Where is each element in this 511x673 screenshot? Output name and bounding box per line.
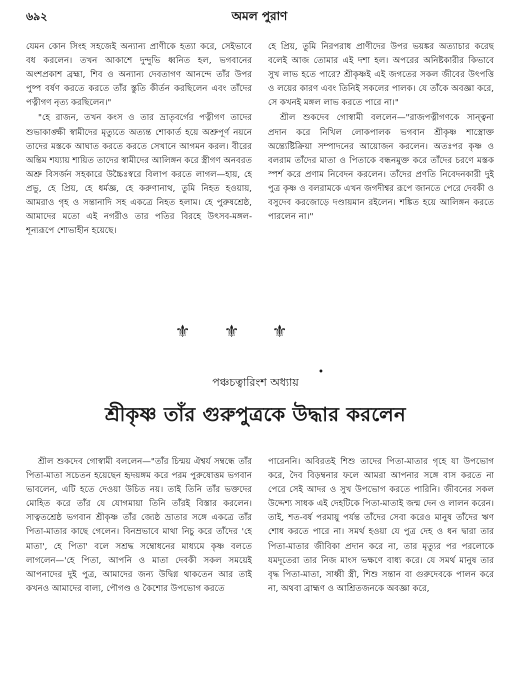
chapter-number: পঞ্চচত্বারিংশ অধ্যায় [212, 376, 299, 389]
bottom-left-column [26, 455, 252, 667]
fleuron-ornament: ⚜ [272, 322, 288, 342]
paragraph: শ্রীল শুকদেব গোস্বামী বললেন—"তাঁর চিন্ময় ঐশ্বর্য সম্বন্ধে তাঁর পিতা-মাতা সচেতন হয়েছেন হৃদয়ঙ্গম করে পরম পুরুষোত্তম ভগবান ভাবলেন, এটি হতে দেওয়া উচিত নয়। তাই তিনি তাঁর ভক্তদের মোহিত করে তাঁর যে যোগমায়া তিনি তাঁরই বিস্তার করলেন। সাত্বতশ্রেষ্ঠ ভগবান শ্রীকৃষ্ণ তাঁর জ্যেষ্ঠ ভ্রাতার সঙ্গে একত্রে তাঁর পিতা-মাতার কাছে গেলেন। বিনম্রভাবে মাথা নিচু করে তাঁদের 'হে মাতা', হে পিতা' বলে সশ্রদ্ধ সম্বোধনের মাধ্যমে কৃষ্ণ বলতে লাগলেন—'হে পিতা, আপনি ও মাতা দেবকী সকল সময়েই আপনাদের দুই পুত্র, আমাদের জন্য উদ্বিগ্ন থাকতেন আর তাই কখনও আমাদের বাল্য, পৌগণ্ড ও কৈশোর উপভোগ করতে [26, 457, 252, 594]
bottom-right-column [268, 455, 494, 667]
section-divider [0, 322, 511, 346]
fleuron-ornament: ⚜ [175, 322, 191, 342]
paragraph: যেমন কোন সিংহ সহজেই অন্যান্য প্রাণীকে হত্যা করে, সেইভাবে বধ করলেন। তখন আকাশে দুন্দুভি ধ্বনিত হল, ভগবানের অংশপ্রকাশ ব্রহ্মা, শিব ও অন্যান্য দেবতাগণ আনন্দে তাঁর উপর পুষ্প বর্ষণ করতে করতে তাঁর স্তুতি কীর্তন করছিলেন এবং তাঁদের পত্নীগণ নৃত্য করছিলেন।" [26, 42, 252, 109]
top-right-column [268, 40, 494, 302]
page-number: ৬৯২ [26, 10, 48, 23]
fleuron-ornament: ⚜ [224, 322, 240, 342]
page-header [26, 8, 493, 24]
paragraph: হে প্রিয়, তুমি নিরপরাধ প্রাণীদের উপর ভয়ঙ্কর অত্যাচার করেছ বলেই আজ তোমার এই দশা হল। অপরের অনিষ্টকারীর কিভাবে সুখ লাভ হতে পারে? শ্রীকৃষ্ণই এই জগতের সকল জীবের উৎপত্তি ও লয়ের কারণ এবং তিনিই সকলের পালক। যে তাঁকে অবজ্ঞা করে, সে কখনই মঙ্গল লাভ করতে পারে না।" [268, 42, 494, 109]
top-left-column [26, 40, 252, 302]
paragraph: "হে রাজন, তখন কংস ও তার ভ্রাতৃবর্গের পত্নীগণ তাদের শুভাকাঙ্ক্ষী স্বামীদের মৃত্যুতে অত্যন্ত শোকার্ত হয়ে অশ্রুপূর্ণ নয়নে তাদের মস্তকে আঘাত করতে করতে সেখানে আগমন করল। বীরের অন্তিম শয্যায় শায়িত তাদের স্বামীদের আলিঙ্গন করে স্ত্রীগণ অনবরত অশ্রু বিসর্জন সহকারে উচ্চৈঃস্বরে বিলাপ করতে লাগল—হায়, হে প্রভু, হে প্রিয়, হে ধর্মজ্ঞ, হে করুণানাথ, তুমি নিহত হওয়ায়, আমরাও গৃহ ও সন্তানাদি সহ একত্রে নিহত হলাম। হে পুরুষশ্রেষ্ঠ, আমাদের মতো এই নগরীও তার পতির বিরহে উৎসব-মঙ্গল-শূন্যরূপে শোভাহীন হয়েছে। [26, 113, 252, 237]
paragraph: শ্রীল শুকদেব গোস্বামী বললেন—"রাজপত্নীগণকে সান্ত্বনা প্রদান করে নিখিল লোকপালক ভগবান শ্রীকৃষ্ণ শাস্ত্রোক্ত অন্ত্যেষ্টিক্রিয়া সম্পাদনের আয়োজন করলেন। অতঃপর কৃষ্ণ ও বলরাম তাঁদের মাতা ও পিতাকে বন্ধনমুক্ত করে তাঁদের চরণে মস্তক স্পর্শ করে প্রণাম নিবেদন করলেন। তাঁদের প্রণতি নিবেদনকারী দুই পুত্র কৃষ্ণ ও বলরামকে এখন জগদীশ্বর রূপে জানতে পেরে দেবকী ও বসুদেব করজোড়ে দণ্ডায়মান রইলেন। শঙ্কিত হয়ে আলিঙ্গন করতে পারলেন না।" [268, 113, 494, 223]
chapter-mark: • [318, 367, 324, 378]
running-title: অমল পুরাণ [231, 9, 288, 23]
chapter-title: শ্রীকৃষ্ণ তাঁর গুরুপুত্রকে উদ্ধার করলেন [105, 403, 406, 426]
paragraph: পারেননি। অবিরতই শিশু তাদের পিতা-মাতার গৃহে যা উপভোগ করে, দৈব বিড়ম্বনার ফলে আমরা আপনার সঙ্গে বাস করতে না পেরে সেই আদর ও সুখ উপভোগ করতে পারিনি। জীবনের সকল উদ্দেশ্য সাধক এই দেহটিকে পিতা-মাতাই জন্ম দেন ও লালন করেন। তাই, শত-বর্ষ পরমায়ু পর্যন্ত তাঁদের সেবা করেও মানুষ তাঁদের ঋণ শোধ করতে পারে না। সমর্থ হওয়া যে পুত্র দেহ ও ধন দ্বারা তার পিতা-মাতার জীবিকা প্রদান করে না, তার মৃত্যুর পর পরলোকে যমদূতেরা তার নিজ মাংস ভক্ষণে বাধ্য করে। যে সমর্থ মানুষ তার বৃদ্ধ পিতা-মাতা, সাধ্বী স্ত্রী, শিশু সন্তান বা গুরুদেবকে পালন করে না, অথবা ব্রাহ্মণ ও আশ্রিতজনকে অবজ্ঞা করে, [268, 457, 494, 594]
